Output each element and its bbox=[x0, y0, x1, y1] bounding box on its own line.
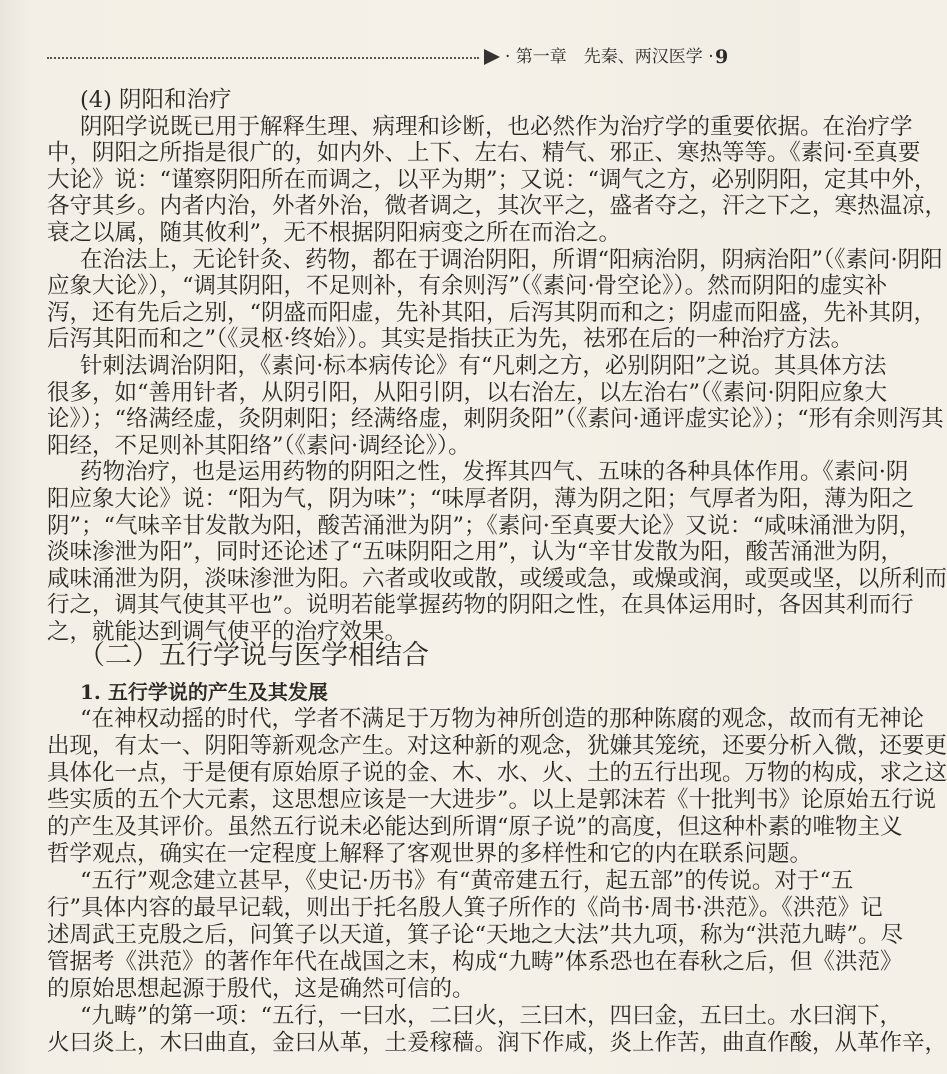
text-line: 大论》说：“谨察阴阳所在而调之，以平为期”；又说：“调气之方，必别阴阳，定其中外， bbox=[47, 166, 937, 193]
text-line: 之，就能达到调气使平的治疗效果。 bbox=[47, 618, 408, 645]
text-line: 阳经，不足则补其阳络”（《素问·调经论》）。 bbox=[47, 432, 471, 459]
paragraph bbox=[47, 352, 944, 459]
text-line: 的原始思想起源于殷代，这是确然可信的。 bbox=[47, 976, 475, 1002]
text-line: 药物治疗，也是运用药物的阴阳之性，发挥其四气、五味的各种具体作用。《素问·阴 bbox=[80, 459, 909, 486]
text-line: 后泻其阳而和之”（《灵枢·终始》）。其实是指扶正为先，祛邪在后的一种治疗方法。 bbox=[47, 326, 854, 353]
paragraph bbox=[47, 1003, 947, 1057]
text-line: 出现，有太一、阴阳等新观念产生。对这种新的观念，犹嫌其笼统，还要分析入微，还要更 bbox=[47, 733, 947, 759]
page-number: 9 bbox=[715, 46, 729, 68]
text-line: 的产生及其评价。虽然五行说未必能达到所谓“原子说”的高度，但这种朴素的唯物主义 bbox=[47, 814, 903, 840]
text-line: 阳应象大论》说：“阳为气，阴为味”；“味厚者阴，薄为阴之阳；气厚者为阳，薄为阳之 bbox=[47, 485, 915, 512]
subsection-heading: 1. 五行学说的产生及其发展 bbox=[80, 680, 328, 704]
chapter-title: · 第一章 先秦、两汉医学 · bbox=[505, 47, 714, 67]
text-line: 论》）；“络满经虚，灸阴刺阳；经满络虚，刺阴灸阳”（《素问·通评虚实论》）；“形有余则泻其 bbox=[47, 406, 944, 433]
section-five-elements bbox=[47, 706, 947, 1057]
text-line: 衰之以属，随其攸利”，无不根据阴阳病变之所在而治之。 bbox=[47, 219, 622, 246]
text-line: 针刺法调治阴阳，《素问·标本病传论》有“凡刺之方，必别阴阳”之说。其具体方法 bbox=[80, 352, 887, 379]
text-line: 火曰炎上，木曰曲直，金曰从革，土爰稼穑。润下作咸，炎上作苦，曲直作酸，从革作辛， bbox=[47, 1030, 947, 1056]
paragraph bbox=[47, 246, 943, 353]
paragraph bbox=[47, 113, 947, 247]
text-line: 泻，还有先后之别，“阴盛而阳虚，先补其阳，后泻其阴而和之；阴虚而阳盛，先补其阴， bbox=[47, 299, 937, 326]
text-line: 阴”；“气味辛甘发散为阳，酸苦涌泄为阴”；《素问·至真要大论》又说：“咸味涌泄为阴， bbox=[47, 512, 922, 539]
text-line: “五行”观念建立甚早，《史记·历书》有“黄帝建五行，起五部”的传说。对于“五 bbox=[80, 868, 854, 894]
paragraph bbox=[47, 868, 904, 1003]
text-line: 阴阳学说既已用于解释生理、病理和诊断，也必然作为治疗学的重要依据。在治疗学 bbox=[80, 113, 913, 140]
text-line: 行”具体内容的最早记载，则出于托名殷人箕子所作的《尚书·周书·洪范》。《洪范》记 bbox=[47, 895, 883, 921]
text-line: 中，阴阳之所指是很广的，如内外、上下、左右、精气、邪正、寒热等等。《素问·至真要 bbox=[47, 140, 921, 167]
text-line: 咸味涌泄为阴，淡味渗泄为阳。六者或收或散，或缓或急，或燥或润，或耎或坚，以所利而 bbox=[47, 565, 947, 592]
text-line: “九畴”的第一项：“五行，一曰水，二曰火，三曰木，四曰金，五曰土。水曰润下， bbox=[80, 1003, 903, 1029]
text-line: 各守其乡。内者内治，外者外治，微者调之，其次平之，盛者夺之，汗之下之，寒热温凉， bbox=[47, 193, 947, 220]
paragraph bbox=[47, 459, 947, 645]
running-header bbox=[47, 44, 737, 70]
triangle-marker-icon bbox=[484, 49, 500, 65]
text-line: 淡味渗泄为阳”，同时还论述了“五味阴阳之用”，认为“辛甘发散为阳，酸苦涌泄为阴， bbox=[47, 539, 904, 566]
section-heading: （二）五行学说与医学相结合 bbox=[78, 640, 429, 671]
text-line: 具体化一点，于是便有原始原子说的金、木、水、火、土的五行出现。万物的构成，求之这 bbox=[47, 760, 947, 786]
text-line: 行之，调其气使其平也”。说明若能掌握药物的阴阳之性，在具体运用时，各因其利而行 bbox=[47, 592, 914, 619]
paragraph bbox=[47, 706, 947, 868]
dotted-rule bbox=[47, 57, 479, 59]
text-line: 些实质的五个大元素，这思想应该是一大进步”。以上是郭沫若《十批判书》论原始五行说 bbox=[47, 787, 937, 813]
text-line: “在神权动摇的时代，学者不满足于万物为神所创造的那种陈腐的观念，故而有无神论 bbox=[80, 706, 925, 732]
subsection-heading: (4) 阴阳和治疗 bbox=[80, 87, 232, 113]
text-line: 哲学观点，确实在一定程度上解释了客观世界的多样性和它的内在联系问题。 bbox=[47, 841, 813, 867]
text-line: 述周武王克殷之后，问箕子以天道，箕子论“天地之大法”共九项，称为“洪范九畴”。尽 bbox=[47, 922, 904, 948]
section-yinyang-treatment bbox=[47, 87, 947, 645]
text-line: 在治法上，无论针灸、药物，都在于调治阴阳，所谓“阳病治阴，阴病治阳”（《素问·阴阳 bbox=[80, 246, 943, 273]
text-line: 管据考《洪范》的著作年代在战国之末，构成“九畴”体系恐也在春秋之后，但《洪范》 bbox=[47, 949, 903, 975]
text-line: 应象大论》），“调其阴阳，不足则补，有余则泻”（《素问·骨空论》）。然而阴阳的虚实补 bbox=[47, 273, 888, 300]
text-line: 很多，如“善用针者，从阴引阳，从阳引阴，以右治左，以左治右”（《素问·阴阳应象大 bbox=[47, 379, 888, 406]
